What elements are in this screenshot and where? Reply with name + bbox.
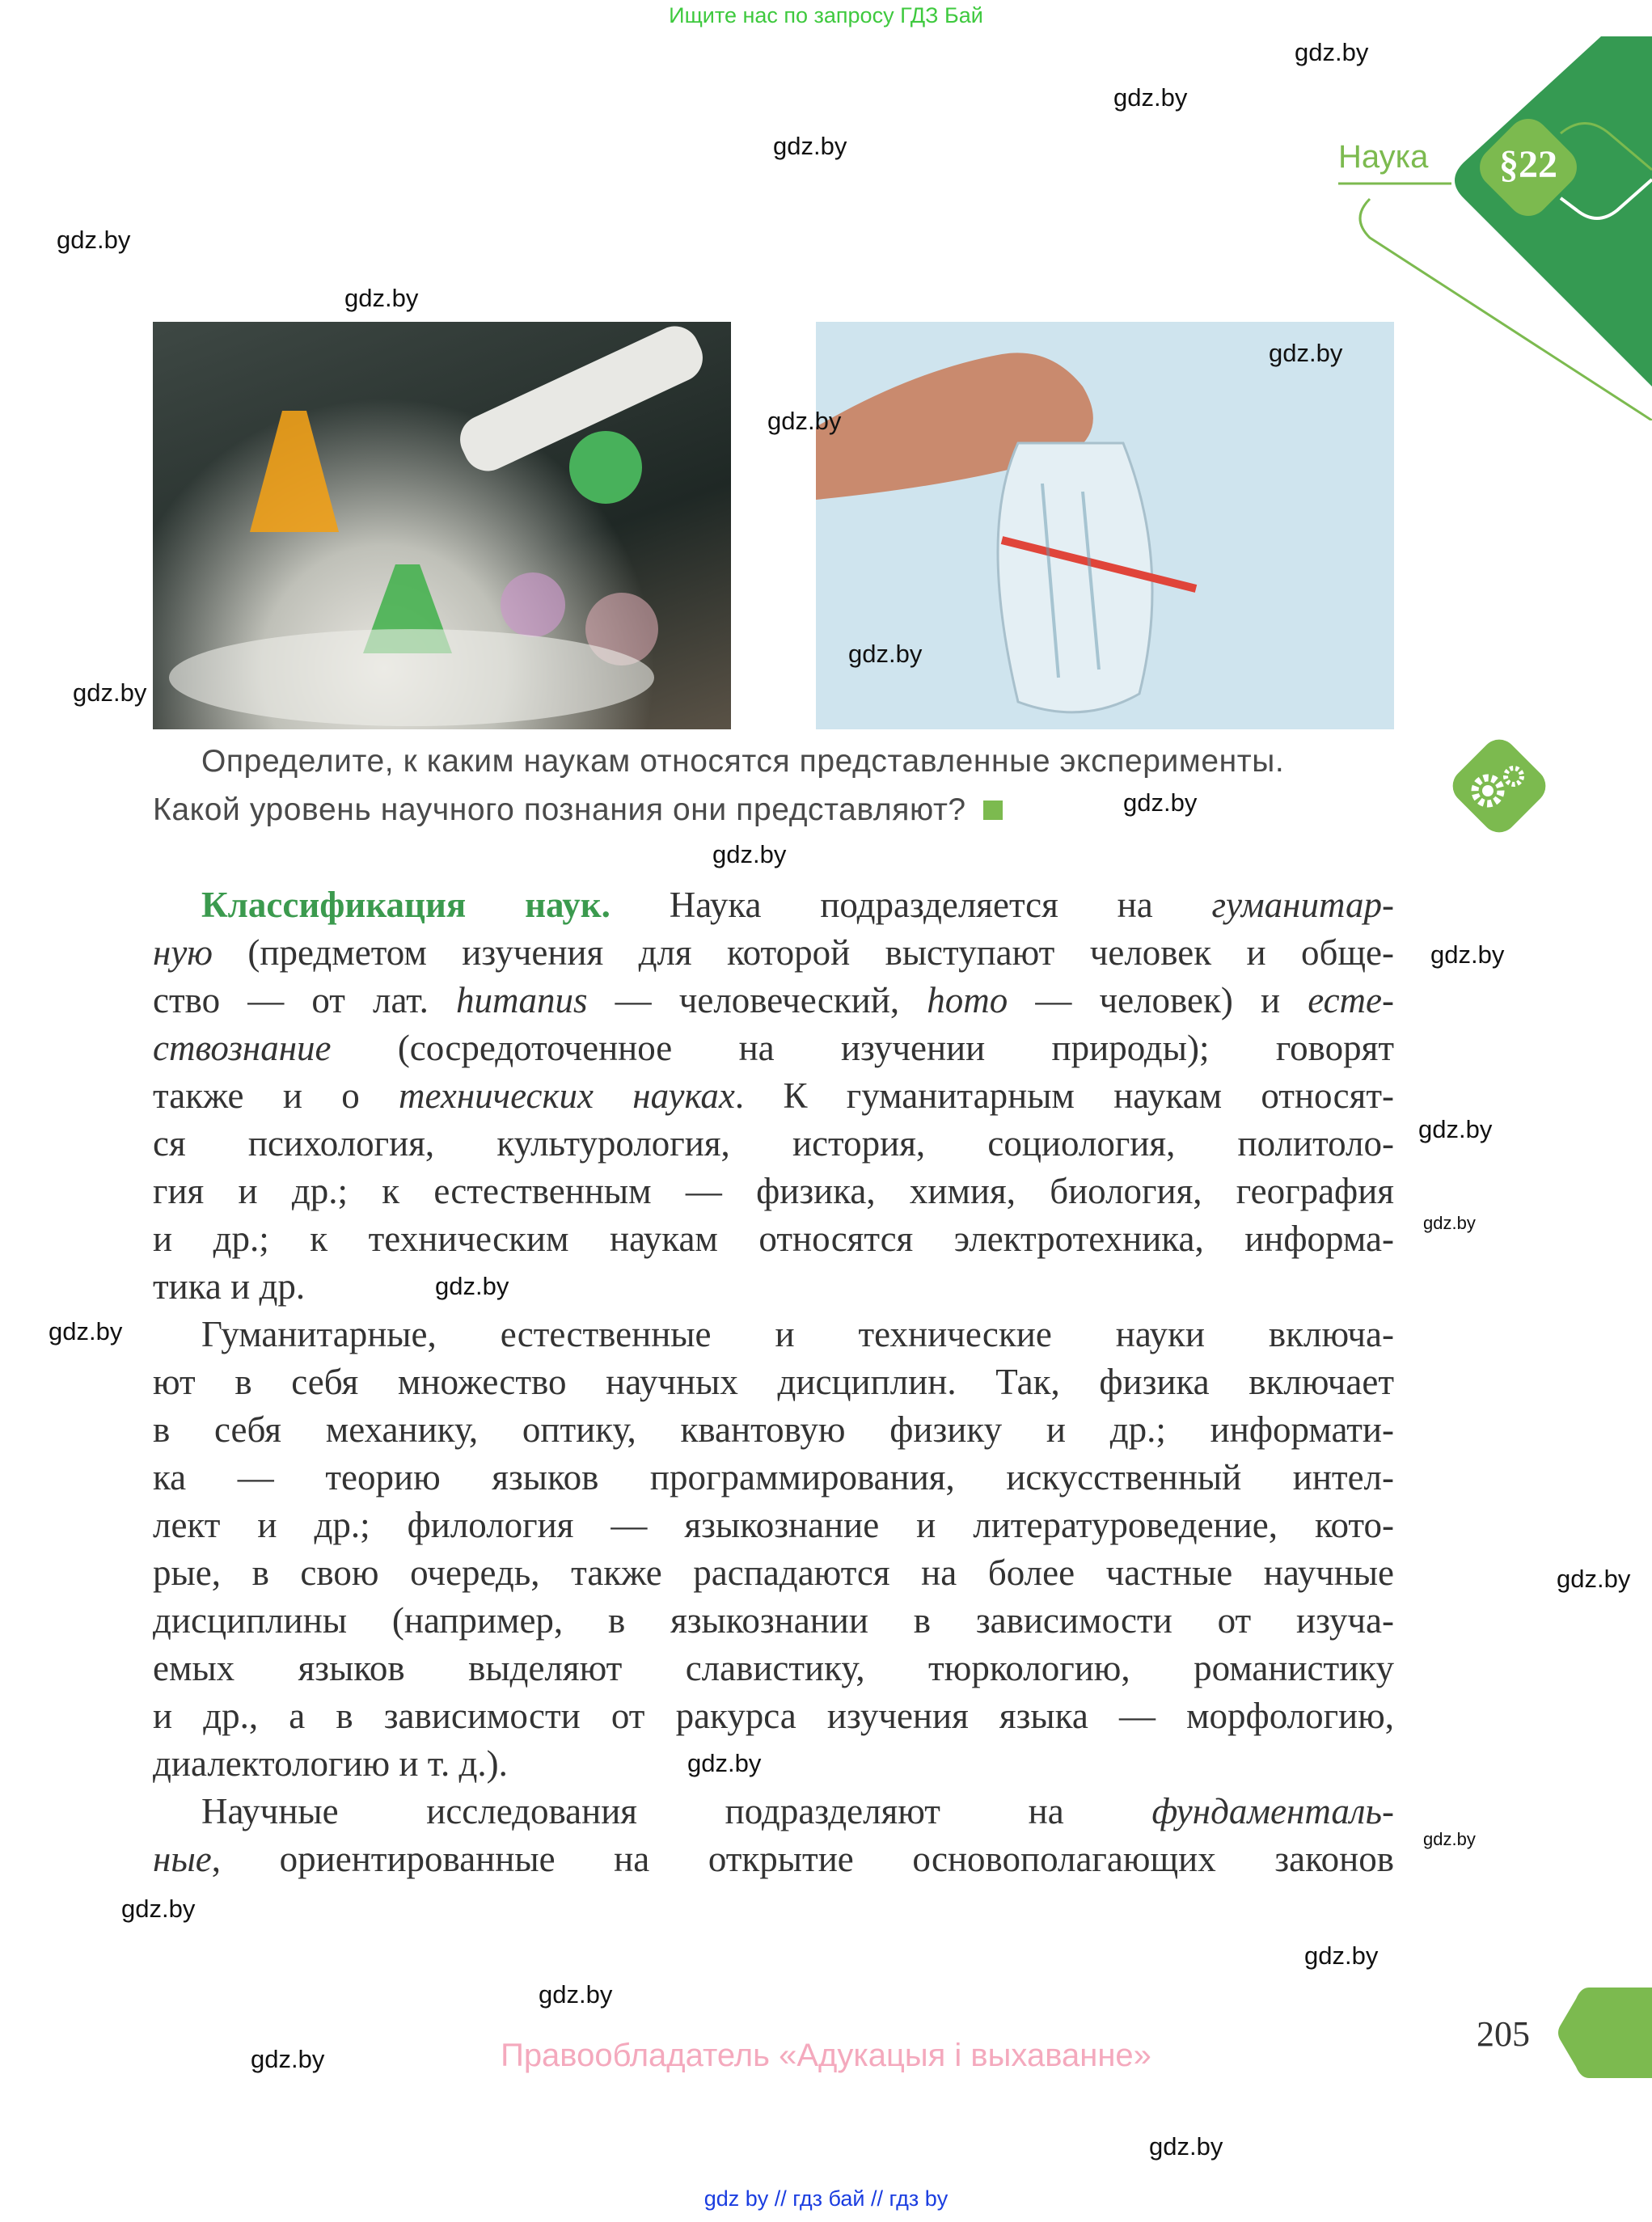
watermark: gdz.by <box>1430 940 1505 969</box>
watermark: gdz.by <box>121 1895 196 1923</box>
watermark: gdz.by <box>712 840 787 868</box>
paragraph-badge: §22 <box>1499 143 1557 186</box>
question-line <box>153 792 1394 828</box>
text-segment: . К гуманитарным наукам относят- <box>734 1075 1394 1116</box>
top-banner[interactable]: Ищите нас по запросу ГДЗ Бай <box>669 3 983 27</box>
watermark: gdz.by <box>1123 788 1198 817</box>
text-segment: (сосредоточенное на изучении природы); говорят <box>331 1028 1394 1068</box>
watermark: gdz.by <box>767 407 842 435</box>
watermark: gdz.by <box>1557 1565 1631 1593</box>
text-segment: ство — от лат. <box>153 980 456 1020</box>
watermark: gdz.by <box>773 132 847 160</box>
body-line <box>153 1120 1394 1168</box>
italic-term: ную <box>153 932 213 973</box>
body-line <box>153 1263 1394 1311</box>
body-line <box>153 1215 1394 1263</box>
text-segment: и др., а в зависимости от ракурса изучения языка — морфологию, <box>153 1696 1394 1736</box>
body-line <box>153 1502 1394 1549</box>
italic-term: ные <box>153 1839 212 1879</box>
italic-term: фундаменталь- <box>1151 1791 1394 1831</box>
italic-term: есте- <box>1308 980 1395 1020</box>
watermark: gdz.by <box>1423 1829 1476 1849</box>
text-segment: Научные исследования подразделяют на <box>201 1791 1152 1831</box>
text-segment: ся психология, культурология, история, социология, политоло- <box>153 1123 1394 1164</box>
watermark: gdz.by <box>539 1980 613 2009</box>
italic-term: гуманитар- <box>1211 885 1394 925</box>
question-text: Какой уровень научного познания они представляют? <box>153 792 966 827</box>
watermark: gdz.by <box>1423 1213 1476 1233</box>
footer-links[interactable]: gdz by // гдз бай // гдз by <box>703 2186 949 2211</box>
body-line <box>153 1645 1394 1692</box>
watermark: gdz.by <box>1113 83 1188 112</box>
body-line <box>153 929 1394 977</box>
body-line <box>153 1168 1394 1215</box>
text-segment: емых языков выделяют славистику, тюркологию, романистику <box>153 1648 1394 1688</box>
text-segment: лект и др.; филология — языкознание и литературоведение, кото- <box>153 1505 1394 1545</box>
gears-icon <box>1439 726 1559 846</box>
watermark: gdz.by <box>848 640 923 668</box>
watermark: gdz.by <box>1304 1941 1379 1970</box>
body-line <box>153 977 1394 1024</box>
text-segment: Наука подразделяется на <box>610 885 1212 925</box>
text-segment: Гуманитарные, естественные и технические науки включа- <box>201 1314 1394 1354</box>
watermark: gdz.by <box>57 226 131 254</box>
body-line <box>153 1311 1394 1358</box>
text-segment: (предметом изучения для которой выступают человек и обще- <box>213 932 1394 973</box>
watermark: gdz.by <box>687 1749 762 1777</box>
text-segment: ют в себя множество научных дисциплин. Так, физика включает <box>153 1362 1394 1402</box>
italic-term: технических науках <box>398 1075 735 1116</box>
text-segment: также и о <box>153 1075 399 1116</box>
watermark: gdz.by <box>344 284 419 312</box>
body-line <box>153 1788 1394 1835</box>
text-segment: — человеческий, <box>587 980 927 1020</box>
watermark: gdz.by <box>1295 38 1369 66</box>
body-line <box>153 1597 1394 1645</box>
text-segment: в себя механику, оптику, квантовую физику и др.; информати- <box>153 1409 1394 1450</box>
italic-term: ствознание <box>153 1028 332 1068</box>
watermark: gdz.by <box>1269 339 1343 367</box>
body-line <box>153 1072 1394 1120</box>
body-line <box>153 1835 1394 1883</box>
text-segment: дисциплины (например, в языкознании в зависимости от изуча- <box>153 1600 1394 1641</box>
text-segment: ка — теорию языков программирования, искусственный интел- <box>153 1457 1394 1498</box>
body-line <box>153 881 1394 929</box>
plastic-bag-experiment-photo <box>816 322 1394 729</box>
text-segment: , ориентированные на открытие основополагающих законов <box>211 1839 1394 1879</box>
text-segment: — человек) и <box>1008 980 1308 1020</box>
body-line <box>153 1358 1394 1406</box>
section-title: Наука <box>1338 139 1429 175</box>
body-line <box>153 1024 1394 1072</box>
watermark: gdz.by <box>1149 2132 1223 2161</box>
text-segment: диалектологию и т. д.). <box>153 1743 508 1784</box>
copyright-notice: Правообладатель «Адукацыя і выхаванне» <box>501 2038 1151 2073</box>
text-segment: гия и др.; к естественным — физика, химия, биология, география <box>153 1171 1394 1211</box>
italic-term: homo <box>927 980 1008 1020</box>
text-segment: тика и др. <box>153 1266 306 1307</box>
end-marker-square <box>983 801 1003 820</box>
watermark: gdz.by <box>251 2045 325 2073</box>
page-number: 205 <box>1477 2014 1530 2054</box>
page-tab <box>1557 1986 1652 2080</box>
chemistry-experiment-photo <box>153 322 731 729</box>
body-line <box>153 1549 1394 1597</box>
text-segment: и др.; к техническим наукам относятся электротехника, информа- <box>153 1219 1394 1259</box>
section-heading: Классификация наук. <box>201 885 611 925</box>
body-line <box>153 1454 1394 1502</box>
question-line: Определите, к каким наукам относятся представленные эксперименты. <box>201 744 1285 779</box>
watermark: gdz.by <box>435 1272 509 1300</box>
text-segment: рые, в свою очередь, также распадаются на более частные научные <box>153 1552 1394 1593</box>
watermark: gdz.by <box>1418 1115 1493 1143</box>
italic-term: humanus <box>455 980 588 1020</box>
watermark: gdz.by <box>49 1317 123 1345</box>
body-line <box>153 1406 1394 1454</box>
watermark: gdz.by <box>73 678 147 707</box>
body-line <box>153 1692 1394 1740</box>
body-line <box>153 1740 1394 1788</box>
